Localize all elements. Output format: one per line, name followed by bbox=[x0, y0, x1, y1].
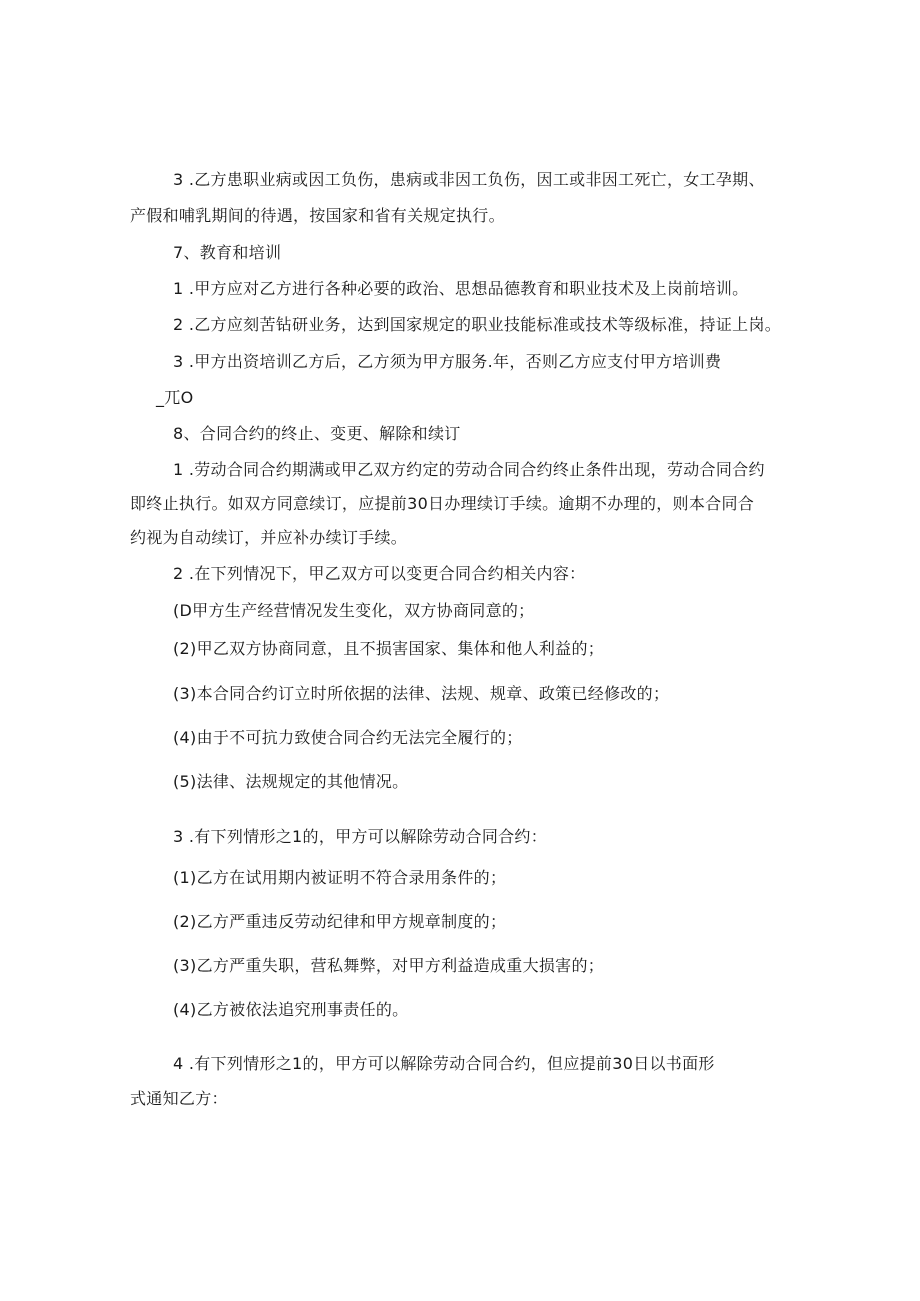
list-item: (4)由于不可抗力致使合同合约无法完全履行的； bbox=[173, 728, 523, 747]
list-item: (3)本合同合约订立时所依据的法律、法规、规章、政策已经修改的； bbox=[173, 684, 670, 703]
text-line: 3 .有下列情形之1的，甲方可以解除劳动合同合约： bbox=[173, 827, 548, 846]
text-line: 1 .甲方应对乙方进行各种必要的政治、思想品德教育和职业技术及上岗前培训。 bbox=[173, 279, 749, 298]
text-line: 产假和哺乳期间的待遇，按国家和省有关规定执行。 bbox=[130, 206, 505, 225]
section-heading: 8、合同合约的终止、变更、解除和续订 bbox=[173, 424, 461, 443]
list-item: (2)乙方严重违反劳动纪律和甲方规章制度的； bbox=[173, 912, 507, 931]
list-item: (D甲方生产经营情况发生变化，双方协商同意的； bbox=[173, 601, 535, 620]
section-heading: 7、教育和培训 bbox=[173, 243, 282, 262]
text-line: 式通知乙方： bbox=[130, 1089, 228, 1108]
text-line: 1 .劳动合同合约期满或甲乙双方约定的劳动合同合约终止条件出现，劳动合同合约 bbox=[173, 460, 765, 479]
text-line: 4 .有下列情形之1的，甲方可以解除劳动合同合约，但应提前30日以书面形 bbox=[173, 1054, 715, 1073]
text-line: 3 .甲方出资培训乙方后，乙方须为甲方服务.年，否则乙方应支付甲方培训费 bbox=[173, 352, 722, 371]
text-line: _兀O bbox=[156, 388, 194, 407]
list-item: (5)法律、法规规定的其他情况。 bbox=[173, 772, 409, 791]
list-item: (4)乙方被依法追究刑事责任的。 bbox=[173, 1000, 409, 1019]
text-line: 3 .乙方患职业病或因工负伤，患病或非因工负伤，因工或非因工死亡，女工孕期、 bbox=[173, 170, 765, 189]
list-item: (3)乙方严重失职，营私舞弊，对甲方利益造成重大损害的； bbox=[173, 956, 605, 975]
list-item: (1)乙方在试用期内被证明不符合录用条件的； bbox=[173, 868, 507, 887]
text-line: 2 .在下列情况下，甲乙双方可以变更合同合约相关内容： bbox=[173, 564, 586, 583]
list-item: (2)甲乙双方协商同意，且不损害国家、集体和他人利益的； bbox=[173, 639, 605, 658]
text-line: 约视为自动续订，并应补办续订手续。 bbox=[130, 528, 408, 547]
text-line: 2 .乙方应刻苦钻研业务，达到国家规定的职业技能标准或技术等级标准，持证上岗。 bbox=[173, 315, 782, 334]
text-line: 即终止执行。如双方同意续订，应提前30日办理续订手续。逾期不办理的，则本合同合 bbox=[130, 494, 755, 513]
